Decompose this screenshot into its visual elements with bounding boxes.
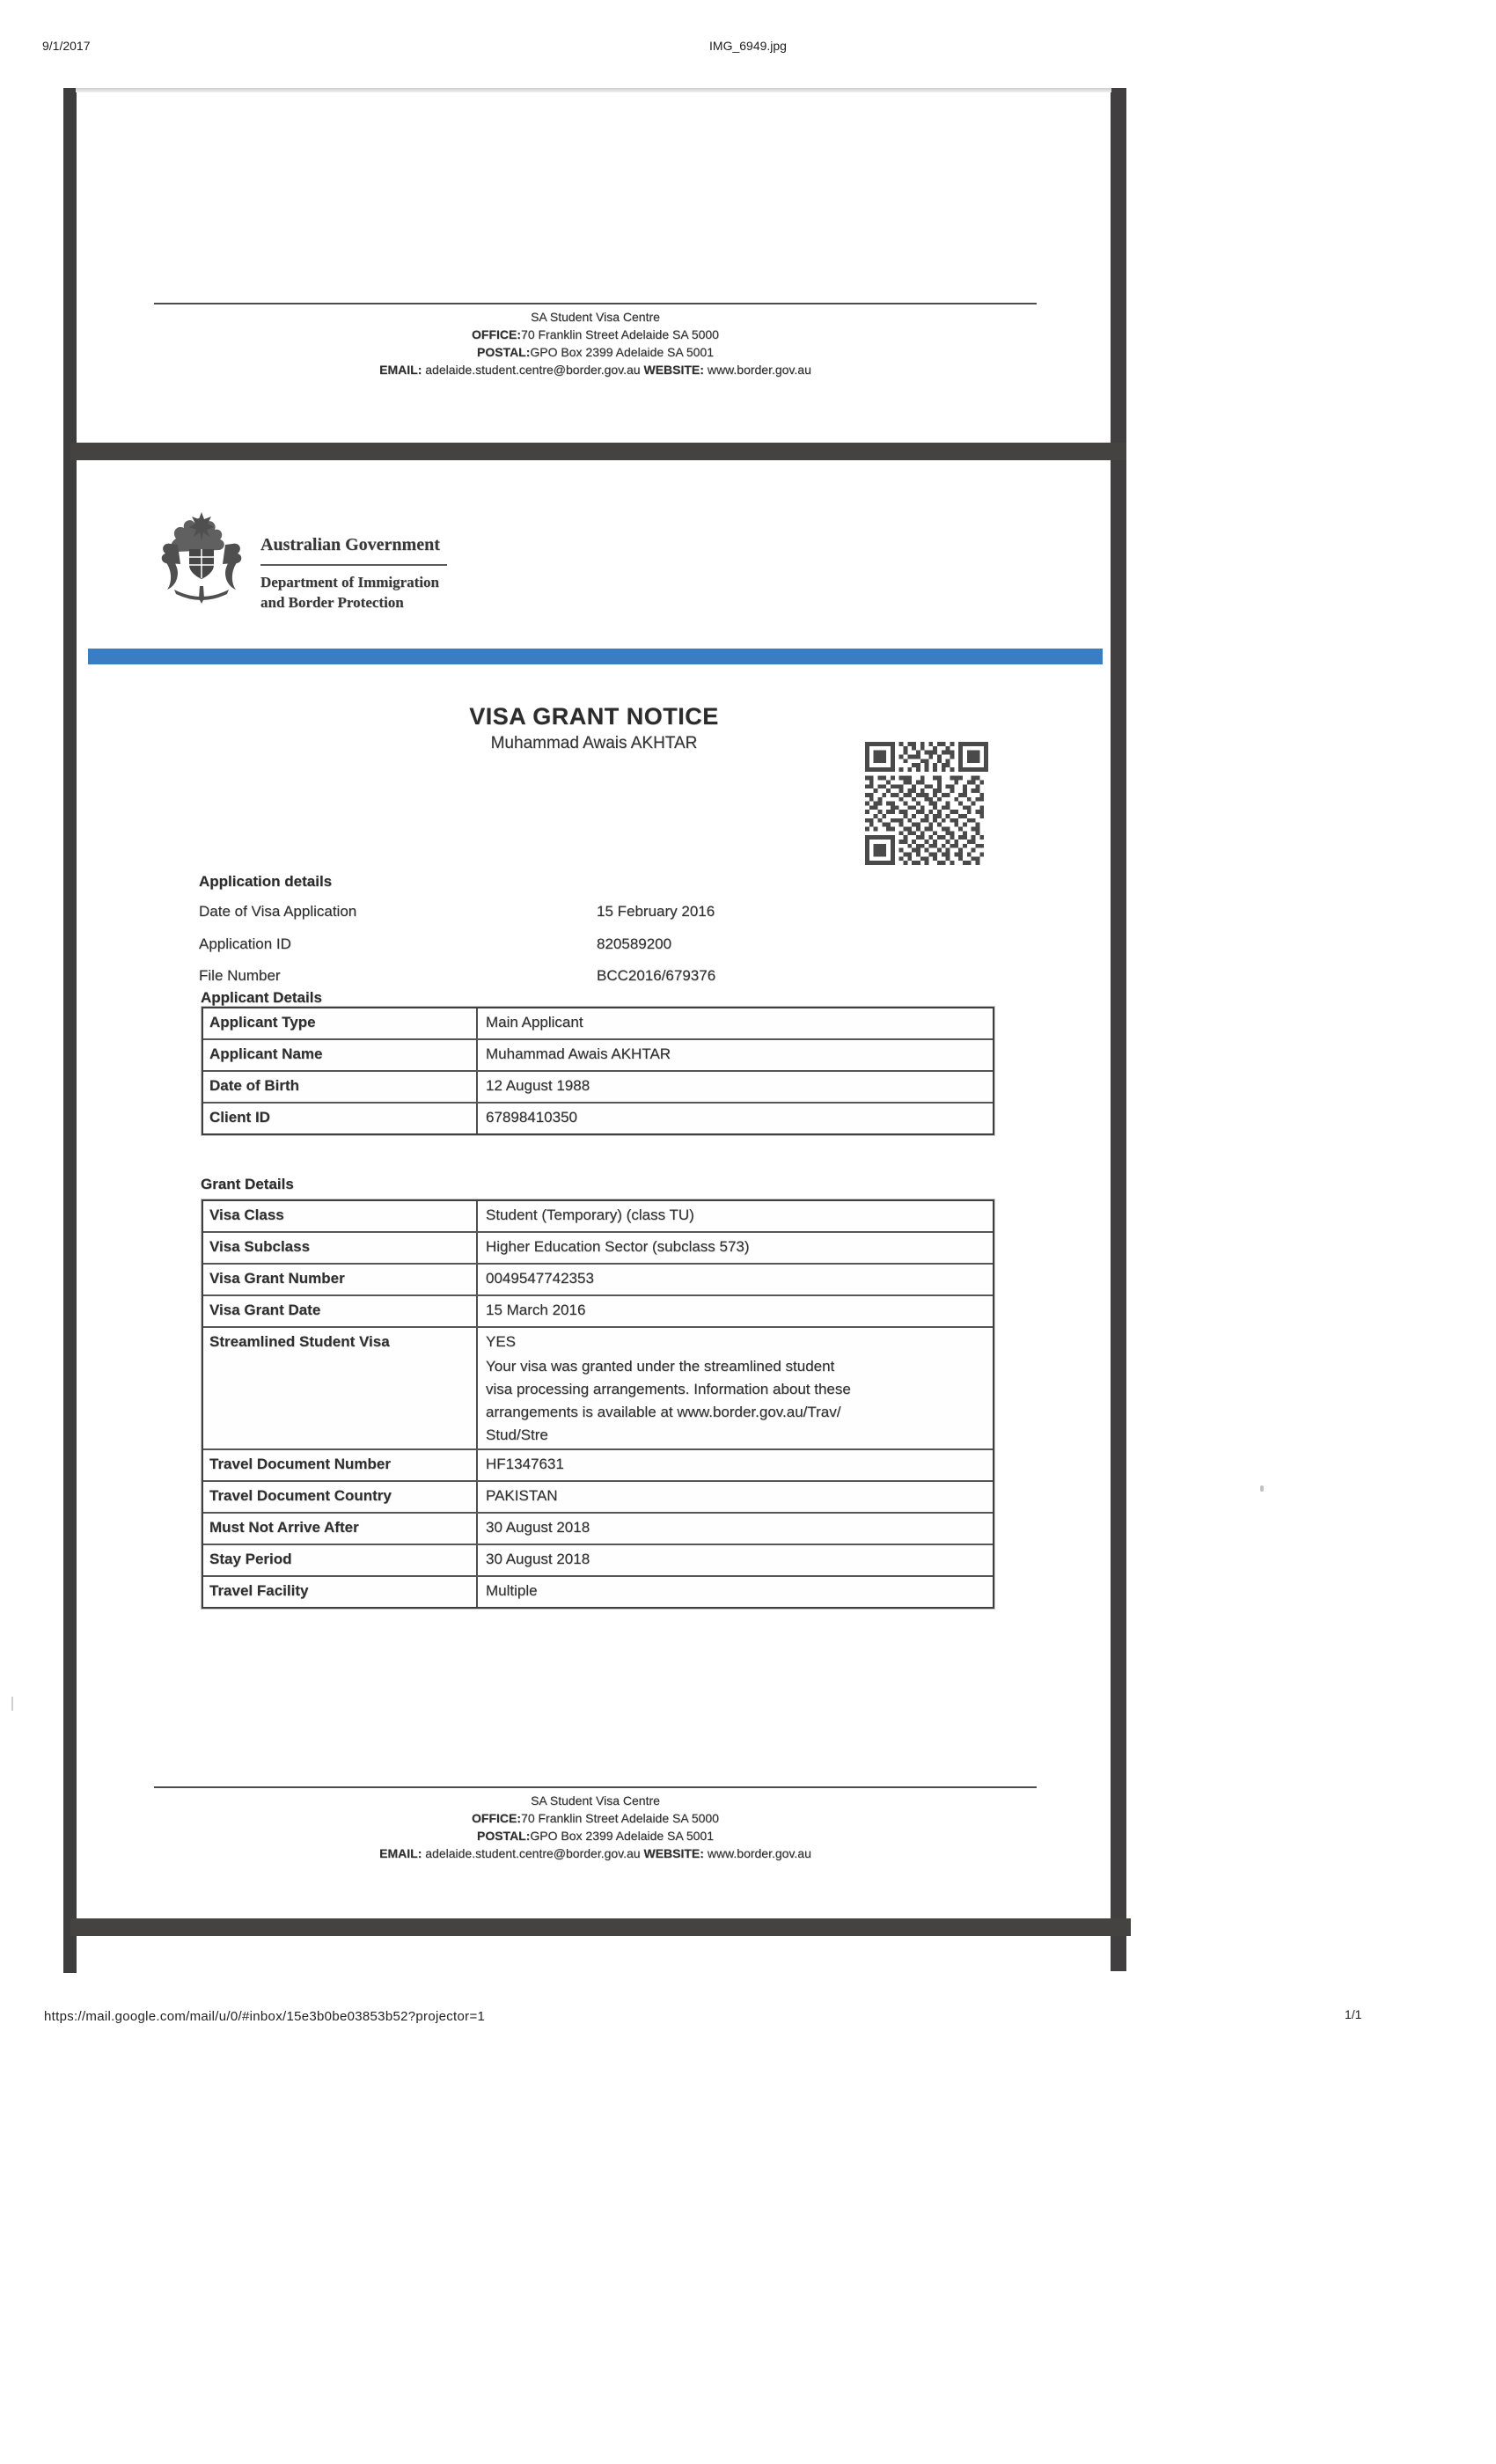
office-label: OFFICE:: [472, 327, 522, 341]
streamlined-value: YES: [486, 1333, 517, 1350]
row-value: [478, 1328, 993, 1448]
row-label: Travel Facility: [203, 1577, 478, 1607]
letter-header-contact: [154, 303, 1037, 378]
blue-accent-bar: [88, 649, 1103, 664]
contact-email-line: [154, 1844, 1037, 1862]
row-label: Applicant Name: [203, 1040, 478, 1070]
application-details-heading: Application details: [199, 873, 333, 890]
table-row: [203, 1544, 993, 1575]
contact-divider-line: [154, 303, 1037, 304]
contact-postal-line: [154, 343, 1037, 361]
office-label: OFFICE:: [472, 1811, 522, 1825]
qr-code-icon: [865, 742, 988, 865]
row-value: 67898410350: [486, 1109, 578, 1126]
table-row: [203, 1070, 993, 1102]
scan-artifact: [1260, 1485, 1264, 1492]
row-value: Student (Temporary) (class TU): [486, 1206, 694, 1223]
website-label: WEBSITE:: [643, 1846, 704, 1860]
print-footer-page-indicator: 1/1: [1345, 2007, 1362, 2021]
grant-details-table: [202, 1199, 994, 1609]
table-row: [203, 1263, 993, 1294]
row-label: Date of Birth: [203, 1072, 478, 1102]
table-row: [203, 1512, 993, 1544]
australian-coat-of-arms-icon: [151, 509, 252, 613]
row-value: PAKISTAN: [486, 1487, 558, 1504]
streamlined-description-line: visa processing arrangements. Information about these: [486, 1381, 851, 1397]
row-label: Client ID: [203, 1104, 478, 1133]
row-value: HF1347631: [486, 1456, 564, 1472]
application-detail-value: 15 February 2016: [597, 903, 715, 920]
streamlined-description-line: Stud/Stre: [486, 1426, 548, 1443]
photo-left-edge: [63, 88, 77, 1973]
department-name-line1: Department of Immigration: [260, 574, 440, 590]
row-value: 12 August 1988: [486, 1077, 590, 1094]
table-row: [203, 1326, 993, 1448]
email-label: EMAIL:: [379, 1846, 422, 1860]
contact-office-line: [154, 326, 1037, 343]
table-row: [203, 1231, 993, 1263]
applicant-details-heading: Applicant Details: [201, 989, 322, 1006]
application-detail-value: 820589200: [597, 935, 672, 952]
contact-centre-name: SA Student Visa Centre: [531, 310, 660, 324]
postal-label: POSTAL:: [476, 1829, 531, 1843]
table-row: [203, 1294, 993, 1326]
contact-postal-line: [154, 1827, 1037, 1844]
photo-bottom-band: [70, 1918, 1131, 1936]
application-detail-label: File Number: [199, 967, 281, 984]
row-value: Higher Education Sector (subclass 573): [486, 1238, 750, 1255]
photo-right-edge: [1111, 88, 1126, 1971]
streamlined-description-line: arrangements is available at www.border.gov.au/Trav/: [486, 1404, 841, 1420]
table-row: [203, 1575, 993, 1607]
applicant-name-subtitle: Muhammad Awais AKHTAR: [490, 734, 698, 752]
contact-office-line: [154, 1809, 1037, 1827]
contact-divider-line: [154, 1786, 1037, 1788]
contact-centre-name: SA Student Visa Centre: [531, 1793, 660, 1808]
postal-address: GPO Box 2399 Adelaide SA 5001: [530, 1829, 714, 1843]
row-label: Visa Grant Number: [203, 1265, 478, 1294]
table-row: [203, 1038, 993, 1070]
letter-footer-contact: [154, 1786, 1037, 1862]
row-value: 15 March 2016: [486, 1302, 586, 1318]
row-label: Applicant Type: [203, 1008, 478, 1038]
row-value: Main Applicant: [486, 1014, 583, 1030]
row-label: Travel Document Country: [203, 1482, 478, 1512]
row-value: Muhammad Awais AKHTAR: [486, 1045, 671, 1062]
postal-address: GPO Box 2399 Adelaide SA 5001: [530, 345, 714, 359]
streamlined-description-line: Your visa was granted under the streamlined student: [486, 1358, 835, 1375]
row-value: 0049547742353: [486, 1270, 594, 1287]
application-detail-value: BCC2016/679376: [597, 967, 716, 984]
postal-label: POSTAL:: [476, 345, 531, 359]
table-row: [203, 1480, 993, 1512]
print-header-date: 9/1/2017: [42, 39, 91, 53]
logo-divider-line: [260, 564, 447, 566]
row-label: Visa Subclass: [203, 1233, 478, 1263]
row-label: Visa Grant Date: [203, 1296, 478, 1326]
contact-email-line: [154, 361, 1037, 378]
row-label: Streamlined Student Visa: [203, 1328, 478, 1448]
government-name: Australian Government: [260, 535, 440, 554]
print-header-filename: IMG_6949.jpg: [709, 39, 787, 53]
grant-details-heading: Grant Details: [201, 1176, 294, 1192]
application-detail-label: Date of Visa Application: [199, 903, 357, 920]
row-label: Travel Document Number: [203, 1450, 478, 1480]
email-address: adelaide.student.centre@border.gov.au: [425, 1846, 641, 1860]
row-label: Must Not Arrive After: [203, 1514, 478, 1544]
table-row: [203, 1201, 993, 1231]
photo-top-edge: [76, 88, 1111, 92]
website-label: WEBSITE:: [643, 363, 704, 377]
scan-artifact: [11, 1697, 13, 1711]
application-detail-label: Application ID: [199, 935, 291, 952]
row-value: 30 August 2018: [486, 1519, 590, 1536]
row-label: Stay Period: [203, 1545, 478, 1575]
email-label: EMAIL:: [379, 363, 422, 377]
website-address: www.border.gov.au: [707, 1846, 811, 1860]
row-value: 30 August 2018: [486, 1551, 590, 1567]
website-address: www.border.gov.au: [707, 363, 811, 377]
office-address: 70 Franklin Street Adelaide SA 5000: [521, 327, 719, 341]
page-title: VISA GRANT NOTICE: [469, 703, 719, 730]
office-address: 70 Franklin Street Adelaide SA 5000: [521, 1811, 719, 1825]
applicant-details-table: [202, 1007, 994, 1135]
print-footer-url: https://mail.google.com/mail/u/0/#inbox/15e3b0be03853b52?projector=1: [44, 2009, 486, 2024]
table-row: [203, 1102, 993, 1133]
table-row: [203, 1448, 993, 1480]
table-row: [203, 1008, 993, 1038]
department-name-line2: and Border Protection: [260, 594, 404, 611]
row-value: Multiple: [486, 1582, 538, 1599]
row-label: Visa Class: [203, 1201, 478, 1231]
email-address: adelaide.student.centre@border.gov.au: [425, 363, 641, 377]
page-separator-band: [70, 443, 1126, 460]
